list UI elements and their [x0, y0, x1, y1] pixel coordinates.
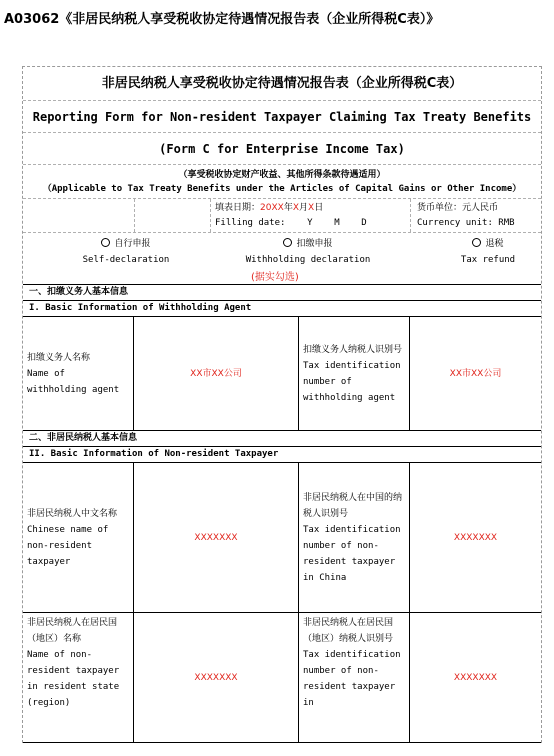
option-tax-refund[interactable]: 退税 Tax refund [460, 239, 516, 265]
form-title-en: Reporting Form for Non-resident Taxpayer Claiming Tax Treaty Benefits [23, 101, 541, 133]
fill-date-cn: 填表日期：20XX年X月X日 [215, 203, 324, 213]
fill-date[interactable] [211, 199, 411, 232]
taxpayer-resident-tin-label: 非居民纳税人在居民国（地区）纳税人识别号 Tax identification number of non-resident taxpayer in [299, 613, 410, 742]
declaration-type [23, 233, 541, 285]
document-title: A03062《非居民纳税人享受税收协定待遇情况报告表（企业所得税C表）》 [4, 12, 440, 27]
agent-name-label: 扣缴义务人名称 Name of withholding agent [23, 317, 134, 430]
currency-cn: 货币单位：元人民币 [417, 203, 499, 213]
taxpayer-china-tin-value[interactable]: XXXXXXX [453, 532, 498, 543]
blank-cell [23, 199, 135, 232]
taxpayer-chinese-name-label: 非居民纳税人中文名称 Chinese name of non-resident taxpayer [23, 463, 134, 612]
subtitle-cn: （享受税收协定财产收益、其他所得条款待遇适用） [178, 170, 386, 180]
agent-name-value[interactable]: XX市XX公司 [134, 317, 299, 430]
form-title-en-sub: (Form C for Enterprise Income Tax) [23, 133, 541, 165]
section2-heading-cn: 二、非居民纳税人基本信息 [23, 431, 541, 447]
date-currency-row [23, 199, 541, 233]
form-subtitle [23, 165, 541, 199]
option-withholding-declaration[interactable]: 扣缴申报 Withholding declaration [245, 239, 371, 265]
radio-circle-icon[interactable] [283, 238, 292, 247]
options-note: (据实勾选) [251, 272, 299, 283]
agent-tin-label: 扣缴义务人纳税人识别号 Tax identification number of withholding agent [299, 317, 410, 430]
section2-heading-en: II. Basic Information of Non-resident Taxpayer [23, 447, 541, 463]
subtitle-en: （Applicable to Tax Treaty Benefits under the Articles of Capital Gains or Other Income） [42, 184, 522, 194]
currency-en: Currency unit: RMB [417, 218, 515, 228]
fill-date-month: X [292, 203, 299, 213]
taxpayer-resident-name-label: 非居民纳税人在居民国（地区）名称 Name of non-resident taxpayer in resident state (region) [23, 613, 134, 742]
section1-heading-en: I. Basic Information of Withholding Agent [23, 301, 541, 317]
fill-date-day: X [308, 203, 315, 213]
fill-date-en: Filling date: Y M D [215, 218, 367, 228]
report-form [22, 66, 542, 743]
taxpayer-resident-name-value[interactable]: XXXXXXX [134, 613, 299, 742]
option-self-declaration[interactable]: 自行申报 Self-declaration [82, 239, 170, 265]
form-title-cn: 非居民纳税人享受税收协定待遇情况报告表（企业所得税C表） [23, 67, 541, 101]
taxpayer-china-row [23, 463, 541, 613]
radio-circle-icon[interactable] [101, 238, 110, 247]
currency-unit [411, 199, 541, 232]
taxpayer-china-tin-label: 非居民纳税人在中国的纳税人识别号 Tax identification number of non-resident taxpayer in China [299, 463, 410, 612]
taxpayer-resident-tin-value[interactable]: XXXXXXX [453, 672, 498, 683]
blank-cell [135, 199, 211, 232]
withholding-agent-row [23, 317, 541, 431]
agent-tin-value[interactable]: XX市XX公司 [449, 368, 502, 379]
taxpayer-chinese-name-value[interactable]: XXXXXXX [134, 463, 299, 612]
section1-heading-cn: 一、扣缴义务人基本信息 [23, 285, 541, 301]
radio-circle-icon[interactable] [472, 238, 481, 247]
fill-date-year: 20XX [260, 203, 284, 213]
taxpayer-resident-row [23, 613, 541, 743]
